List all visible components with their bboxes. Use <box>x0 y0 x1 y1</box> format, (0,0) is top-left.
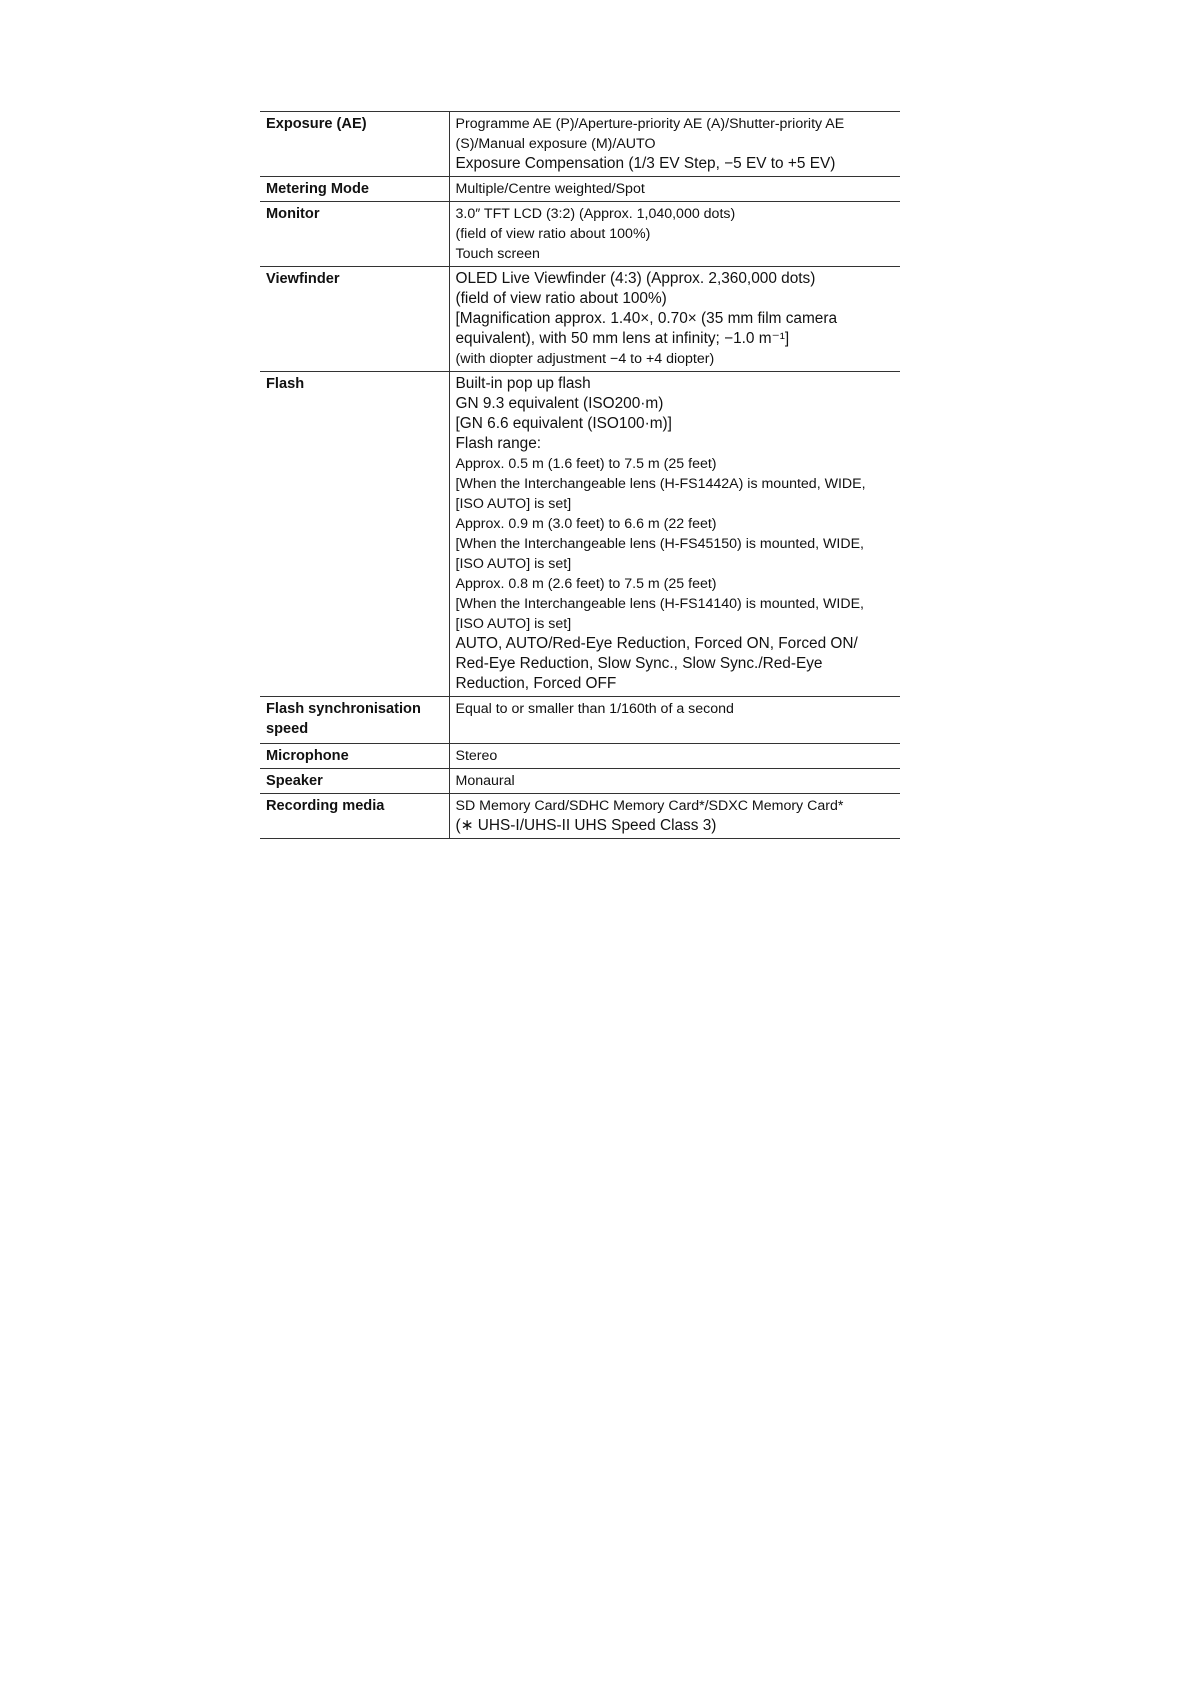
spec-value-line: 3.0″ TFT LCD (3:2) (Approx. 1,040,000 dots) <box>455 206 736 222</box>
spec-value-line: Reduction, Forced OFF <box>455 675 617 692</box>
spec-value-line: OLED Live Viewfinder (4:3) (Approx. 2,360,000 dots) <box>455 270 816 287</box>
spec-row-flash <box>260 372 900 697</box>
spec-value-line: (S)/Manual exposure (M)/AUTO <box>455 136 656 152</box>
spec-value-line: Approx. 0.8 m (2.6 feet) to 7.5 m (25 feet) <box>455 576 717 592</box>
spec-value-line: Approx. 0.5 m (1.6 feet) to 7.5 m (25 feet) <box>455 456 717 472</box>
spec-value-line: (∗ UHS-I/UHS-II UHS Speed Class 3) <box>455 817 717 834</box>
spec-value <box>449 372 900 697</box>
spec-value-line: Built-in pop up flash <box>455 375 591 392</box>
spec-value-line: Flash range: <box>455 435 542 452</box>
spec-label: Speaker <box>260 769 449 794</box>
spec-value-line: [ISO AUTO] is set] <box>455 616 572 632</box>
spec-label: Exposure (AE) <box>260 112 449 177</box>
spec-value-line: SD Memory Card/SDHC Memory Card*/SDXC Memory Card* <box>455 798 844 814</box>
spec-value-line: equivalent), with 50 mm lens at infinity; −1.0 m⁻¹] <box>455 330 790 347</box>
spec-value <box>449 794 900 839</box>
spec-value-line: [When the Interchangeable lens (H-FS1442A) is mounted, WIDE, <box>455 476 866 492</box>
spec-value-line: Exposure Compensation (1/3 EV Step, −5 EV to +5 EV) <box>455 155 836 172</box>
spec-value-line: [Magnification approx. 1.40×, 0.70× (35 mm film camera <box>455 310 838 327</box>
spec-value-line: GN 9.3 equivalent (ISO200·m) <box>455 395 664 412</box>
spec-row-metering-mode <box>260 177 900 202</box>
spec-value <box>449 769 900 794</box>
spec-value-line: [GN 6.6 equivalent (ISO100·m)] <box>455 415 672 432</box>
spec-label: Metering Mode <box>260 177 449 202</box>
spec-row-monitor <box>260 202 900 267</box>
specifications-table <box>260 111 900 839</box>
spec-value-line: Red-Eye Reduction, Slow Sync., Slow Sync./Red-Eye <box>455 655 823 672</box>
spec-value-line: Touch screen <box>455 246 540 262</box>
spec-row-microphone <box>260 744 900 769</box>
spec-value <box>449 112 900 177</box>
spec-value-line: Programme AE (P)/Aperture-priority AE (A)/Shutter-priority AE <box>455 116 845 132</box>
spec-value-line: [ISO AUTO] is set] <box>455 556 572 572</box>
spec-label: Flash <box>260 372 449 697</box>
spec-row-recording-media <box>260 794 900 839</box>
spec-value-line: [When the Interchangeable lens (H-FS45150) is mounted, WIDE, <box>455 536 864 552</box>
spec-value <box>449 697 900 744</box>
spec-label: Monitor <box>260 202 449 267</box>
spec-value <box>449 267 900 372</box>
spec-value-line: Stereo <box>455 748 498 764</box>
spec-row-exposure <box>260 112 900 177</box>
spec-value <box>449 177 900 202</box>
spec-value-line: (with diopter adjustment −4 to +4 diopter) <box>455 351 715 367</box>
spec-value-line: Equal to or smaller than 1/160th of a second <box>455 701 734 717</box>
spec-value-line: AUTO, AUTO/Red-Eye Reduction, Forced ON, Forced ON/ <box>455 635 858 652</box>
spec-value-line: (field of view ratio about 100%) <box>455 226 651 242</box>
spec-label: Viewfinder <box>260 267 449 372</box>
spec-value <box>449 744 900 769</box>
spec-label: Recording media <box>260 794 449 839</box>
spec-row-speaker <box>260 769 900 794</box>
spec-row-flash-sync-speed <box>260 697 900 744</box>
spec-label: Microphone <box>260 744 449 769</box>
spec-row-viewfinder <box>260 267 900 372</box>
spec-value-line: [ISO AUTO] is set] <box>455 496 572 512</box>
spec-value <box>449 202 900 267</box>
spec-value-line: Multiple/Centre weighted/Spot <box>455 181 645 197</box>
spec-label: Flash synchronisation speed <box>260 697 449 744</box>
spec-value-line: [When the Interchangeable lens (H-FS14140) is mounted, WIDE, <box>455 596 864 612</box>
spec-value-line: Monaural <box>455 773 515 789</box>
spec-value-line: Approx. 0.9 m (3.0 feet) to 6.6 m (22 feet) <box>455 516 717 532</box>
spec-value-line: (field of view ratio about 100%) <box>455 290 667 307</box>
